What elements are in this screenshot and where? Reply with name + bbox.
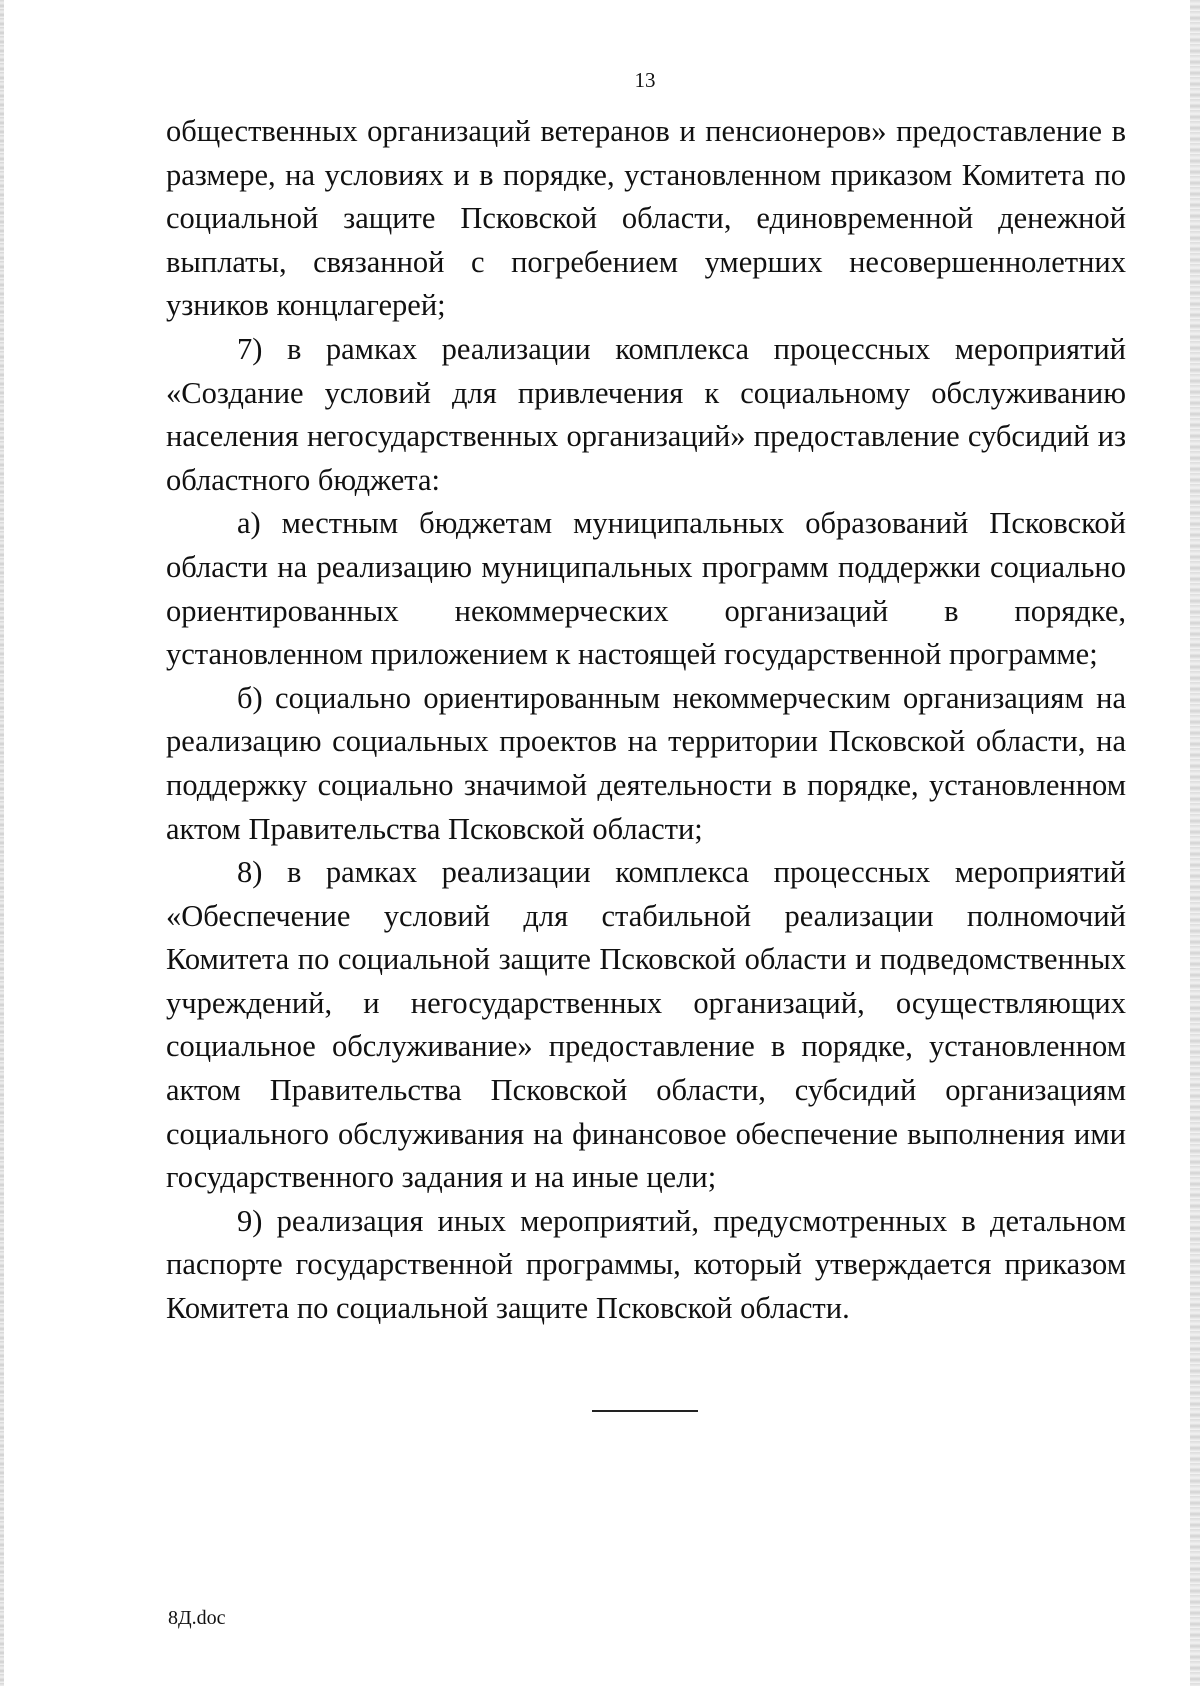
end-divider-line bbox=[592, 1410, 698, 1412]
page-number: 13 bbox=[634, 68, 656, 92]
document-body bbox=[166, 110, 1126, 1331]
paragraph-item-7a: а) местным бюджетам муниципальных образований Псковской области на реализацию муниципальных программ поддержки социально ориентированных некоммерческих организаций в порядке, установленном приложением к настоящей государственной программе; bbox=[166, 506, 1126, 672]
footer-file-name: 8Д.doc bbox=[168, 1607, 226, 1629]
paragraph-item-8: 8) в рамках реализации комплекса процессных мероприятий «Обеспечение условий для стабильной реализации полномочий Комитета по социальной защите Псковской области и подведомственных учреждений, и негосударственных организаций, осуществляющих социальное обслуживание» предоставление в порядке, установленном актом Правительства Псковской области, субсидий организациям социального обслуживания на финансовое обеспечение выполнения ими государственного задания и на иные цели; bbox=[166, 855, 1126, 1195]
scan-edge-left bbox=[0, 0, 4, 1686]
paragraph-item-7b: б) социально ориентированным некоммерческим организациям на реализацию социальных проектов на территории Псковской области, на поддержку социально значимой деятельности в порядке, установленном актом Правительства Псковской области; bbox=[166, 680, 1126, 846]
paragraph-item-7: 7) в рамках реализации комплекса процессных мероприятий «Создание условий для привлечения к социальному обслуживанию населения негосударственных организаций» предоставление субсидий из областного бюджета: bbox=[166, 331, 1126, 497]
scan-edge-right bbox=[1190, 0, 1200, 1686]
paragraph-item-9: 9) реализация иных мероприятий, предусмотренных в детальном паспорте государственной программы, который утверждается приказом Комитета по социальной защите Псковской области. bbox=[166, 1203, 1126, 1326]
paragraph-continuation: общественных организаций ветеранов и пенсионеров» предоставление в размере, на условиях и в порядке, установленном приказом Комитета по социальной защите Псковской области, единовременной денежной выплаты, связанной с погребением умерших несовершеннолетних узников концлагерей; bbox=[166, 114, 1126, 323]
